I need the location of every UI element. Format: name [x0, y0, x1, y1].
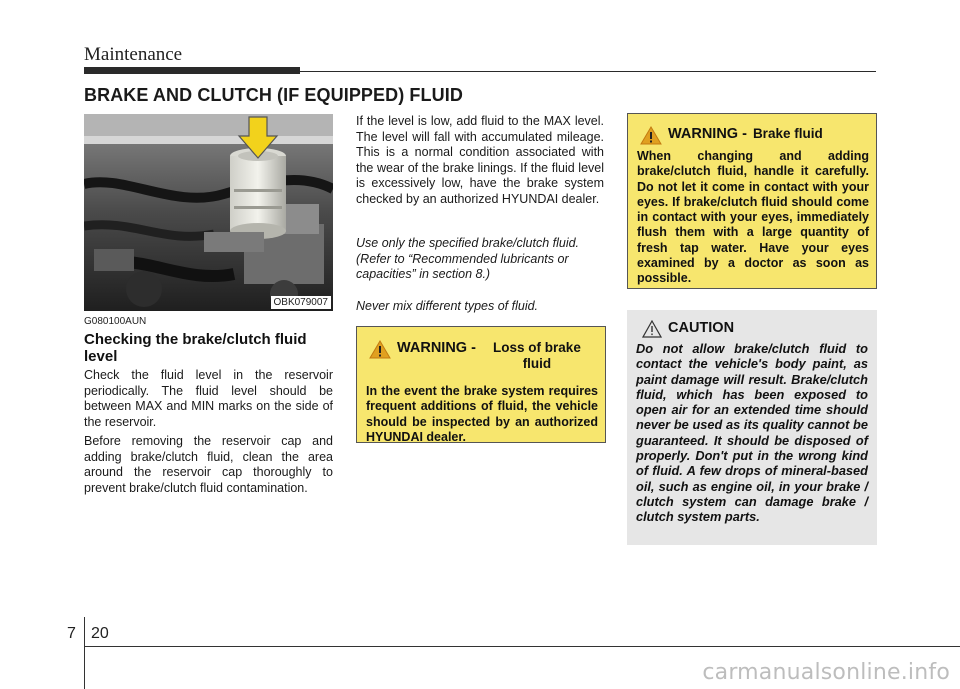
warning-text: In the event the brake system requires frequent additions of fluid, the vehicle should be inspected by an authorized HYUNDAI dealer.: [366, 384, 598, 444]
warning-subtitle: Brake fluid: [752, 126, 823, 141]
page-number: 20: [91, 625, 109, 642]
caution-label: CAUTION: [668, 320, 735, 336]
note-never-mix: Never mix different types of fluid.: [356, 299, 539, 313]
warning-brake-fluid: [627, 113, 877, 289]
watermark: carmanualsonline.info: [702, 660, 950, 685]
paragraph-check-level: Check the fluid level in the reservoir periodically. The fluid level should be between MAX and MIN marks on the side of the reservoir.: [84, 368, 333, 429]
section-header: Maintenance: [84, 44, 183, 65]
content-code: G080100AUN: [84, 316, 147, 327]
header-rule: [300, 71, 876, 72]
note-specified-fluid: Use only the specified brake/clutch fluid. (Refer to “Recommended lubricants or capacities” in section 8.): [356, 236, 580, 281]
warning-text: When changing and adding brake/clutch fluid, handle it carefully. Do not let it come in contact with your eyes. If brake/clutch fluid should come in contact with your eyes, immediately flush them with a large quantity of fresh tap water. Have your eyes examined by a doctor as soon as possible.: [637, 149, 869, 286]
warning-label: WARNING -: [668, 126, 747, 142]
caution-box: [627, 310, 877, 545]
warning-triangle-icon: [369, 340, 391, 359]
caution-text: Do not allow brake/clutch fluid to contact the vehicle's body paint, as paint damage will result. Brake/clutch fluid, which has been exposed to open air for an extended time should never be used as its quality cannot be guaranteed. It should be disposed of properly. Don't put in the wrong kind of fluid. A few drops of mineral-based oil, such as engine oil, in your brake / clutch system can damage brake / clutch system parts.: [636, 341, 868, 525]
paragraph-before-removing: Before removing the reservoir cap and adding brake/clutch fluid, clean the area around the reservoir cap thoroughly to prevent brake/clutch fluid contamination.: [84, 434, 333, 495]
paragraph-level-low: If the level is low, add fluid to the MAX level. The level will fall with accumulated mileage. This is a normal condition associated with the wear of the brake linings. If the fluid level is excessively low, have the brake system checked by an authorized HYUNDAI dealer.: [356, 114, 604, 206]
footer-divider: [84, 617, 85, 689]
footer-rule: [84, 646, 960, 647]
warning-subtitle: Loss of brake fluid: [493, 340, 581, 371]
warning-label: WARNING -: [397, 340, 476, 356]
engine-bay-figure: [84, 114, 333, 311]
warning-loss-of-brake-fluid: [356, 326, 606, 443]
warning-triangle-icon: [640, 126, 662, 145]
page-title: BRAKE AND CLUTCH (IF EQUIPPED) FLUID: [84, 85, 463, 105]
chapter-number: 7: [67, 625, 76, 642]
down-arrow-icon: [237, 116, 279, 160]
figure-code: OBK079007: [271, 296, 332, 309]
subheading: Checking the brake/clutch fluid level: [84, 331, 307, 365]
header-bar: [84, 67, 300, 74]
engine-bay-illustration: [84, 114, 333, 311]
caution-triangle-icon: [642, 320, 662, 338]
